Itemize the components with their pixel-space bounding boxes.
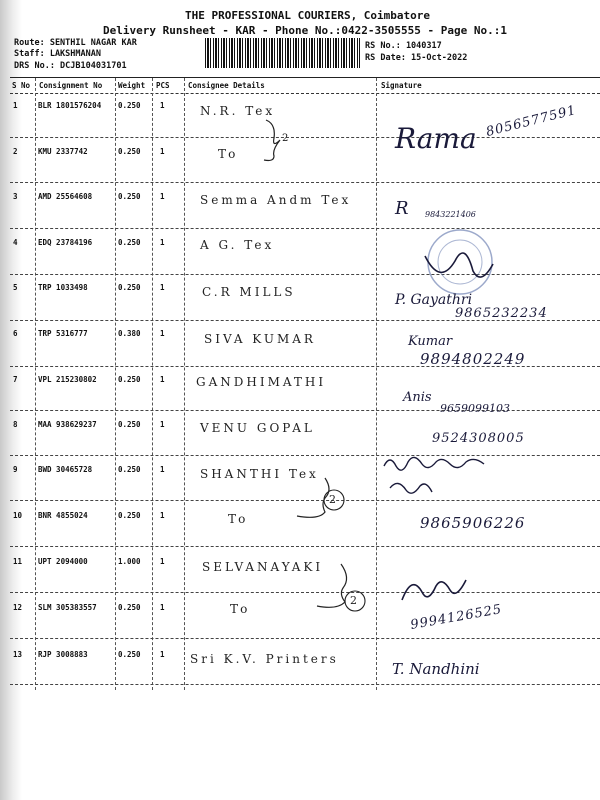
bracket-count: 2 (350, 594, 357, 607)
scan-shadow (0, 0, 22, 800)
barcode (205, 38, 360, 68)
bracket-mark (295, 476, 335, 521)
row-weight: 0.250 (118, 101, 141, 110)
row-pcs: 1 (160, 603, 165, 612)
col-signature: Signature (381, 81, 422, 90)
col-weight: Weight (118, 81, 146, 90)
consignee-handwriting: SIVA KUMAR (204, 332, 316, 346)
consignee-handwriting: C.R MILLS (202, 285, 296, 299)
consignee-handwriting: SHANTHI Tex (200, 467, 319, 481)
row-sno: 13 (13, 650, 23, 659)
row-pcs: 1 (160, 238, 165, 247)
row-consignment: BNR 4855024 (38, 511, 88, 520)
col-sno: S No (12, 81, 31, 90)
signature: Kumar (408, 334, 453, 349)
col-divider (115, 78, 116, 690)
signature-phone: 9994126525 (409, 602, 504, 633)
table-top-rule (10, 77, 600, 78)
row-weight: 0.250 (118, 147, 141, 156)
row-sno: 3 (13, 192, 18, 201)
consignee-handwriting: Semma Andm Tex (200, 193, 352, 207)
stamp-seal (415, 226, 505, 296)
row-pcs: 1 (160, 329, 165, 338)
signature-phone: 9865906226 (420, 514, 526, 532)
signature-scribble (398, 570, 478, 610)
consignee-handwriting: To (230, 602, 251, 616)
signature: Rama (395, 122, 477, 155)
route-label: Route: SENTHIL NAGAR KAR (14, 38, 137, 48)
header-bottom-rule (10, 93, 600, 94)
row-weight: 0.250 (118, 283, 141, 292)
row-pcs: 1 (160, 650, 165, 659)
row-consignment: RJP 3008883 (38, 650, 88, 659)
row-sno: 2 (13, 147, 18, 156)
row-weight: 0.250 (118, 650, 141, 659)
col-divider (152, 78, 153, 690)
row-separator (10, 638, 600, 639)
row-weight: 0.380 (118, 329, 141, 338)
col-divider (35, 78, 36, 690)
row-sno: 7 (13, 375, 18, 384)
row-sno: 4 (13, 238, 18, 247)
rs-number: RS No.: 1040317 (365, 41, 442, 51)
row-weight: 0.250 (118, 465, 141, 474)
row-weight: 0.250 (118, 420, 141, 429)
row-weight: 0.250 (118, 192, 141, 201)
row-weight: 0.250 (118, 511, 141, 520)
row-separator (10, 182, 600, 183)
col-divider (184, 78, 185, 690)
row-separator (10, 684, 600, 685)
row-pcs: 1 (160, 101, 165, 110)
signature-phone: 9524308005 (432, 431, 525, 446)
consignee-handwriting: SELVANAYAKI (202, 560, 324, 574)
row-consignment: SLM 305383557 (38, 603, 97, 612)
row-consignment: VPL 215230802 (38, 375, 97, 384)
signature-phone: 9843221406 (425, 210, 476, 219)
signature: T. Nandhini (392, 660, 480, 678)
rs-date: RS Date: 15-Oct-2022 (365, 53, 468, 63)
consignee-handwriting: Sri K.V. Printers (190, 652, 339, 666)
row-separator (10, 410, 600, 411)
row-sno: 5 (13, 283, 18, 292)
signature-scribble (380, 448, 520, 508)
row-sno: 8 (13, 420, 18, 429)
signature-phone: 9659099103 (440, 402, 510, 415)
row-consignment: UPT 2094000 (38, 557, 88, 566)
col-divider (376, 78, 377, 690)
row-sno: 12 (13, 603, 23, 612)
bracket-count: 2 (282, 133, 289, 144)
row-sno: 6 (13, 329, 18, 338)
row-pcs: 1 (160, 283, 165, 292)
consignee-handwriting: GANDHIMATHI (196, 375, 327, 389)
col-consignment: Consignment No (39, 81, 103, 90)
col-consignee: Consignee Details (188, 81, 265, 90)
row-sno: 9 (13, 465, 18, 474)
signature: R (395, 198, 409, 219)
row-weight: 0.250 (118, 603, 141, 612)
signature-phone: 9894802249 (420, 350, 526, 368)
drs-number: DRS No.: DCJB104031701 (14, 61, 127, 71)
signature: Anis (403, 390, 432, 405)
row-pcs: 1 (160, 192, 165, 201)
row-sno: 10 (13, 511, 23, 520)
row-pcs: 1 (160, 465, 165, 474)
row-consignment: BWD 30465728 (38, 465, 93, 474)
bracket-count: 2 (329, 493, 336, 506)
staff-label: Staff: LAKSHMANAN (14, 49, 101, 59)
row-weight: 0.250 (118, 375, 141, 384)
row-pcs: 1 (160, 375, 165, 384)
signature-phone: 8056577591 (484, 103, 579, 140)
row-consignment: MAA 938629237 (38, 420, 97, 429)
consignee-handwriting: To (228, 512, 249, 526)
consignee-handwriting: VENU GOPAL (200, 421, 315, 435)
signature-phone: 9865232234 (455, 306, 548, 321)
row-weight: 1.000 (118, 557, 141, 566)
row-sno: 11 (13, 557, 23, 566)
row-separator (10, 546, 600, 547)
row-consignment: BLR 1801576204 (38, 101, 102, 110)
row-pcs: 1 (160, 557, 165, 566)
row-pcs: 1 (160, 147, 165, 156)
col-pcs: PCS (156, 81, 170, 90)
signature: P. Gayathri (395, 292, 473, 308)
row-consignment: TRP 1033498 (38, 283, 88, 292)
bracket-mark (315, 562, 355, 612)
row-consignment: KMU 2337742 (38, 147, 88, 156)
row-separator (10, 274, 600, 275)
row-sno: 1 (13, 101, 18, 110)
row-consignment: TRP 5316777 (38, 329, 88, 338)
consignee-handwriting: N.R. Tex (200, 104, 276, 118)
row-pcs: 1 (160, 511, 165, 520)
row-pcs: 1 (160, 420, 165, 429)
row-separator (10, 592, 600, 593)
row-separator (10, 228, 600, 229)
row-consignment: EDQ 23784196 (38, 238, 93, 247)
consignee-handwriting: To (218, 147, 239, 161)
row-weight: 0.250 (118, 238, 141, 247)
row-consignment: AMD 25564608 (38, 192, 93, 201)
consignee-handwriting: A G. Tex (200, 238, 275, 252)
runsheet-title: Delivery Runsheet - KAR - Phone No.:0422-3505555 - Page No.:1 (103, 24, 507, 37)
row-separator (10, 137, 600, 138)
company-title: THE PROFESSIONAL COURIERS, Coimbatore (185, 9, 431, 22)
